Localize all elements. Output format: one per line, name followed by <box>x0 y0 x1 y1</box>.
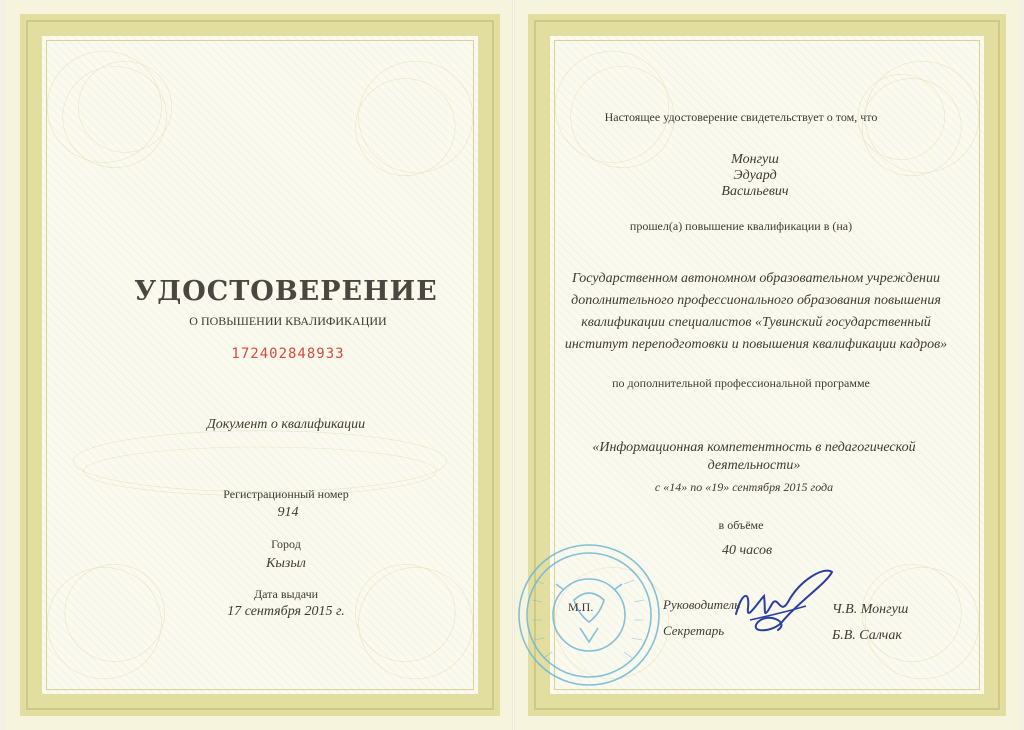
intro-text: Настоящее удостоверение свидетельствует о том, что <box>604 110 878 124</box>
organization <box>556 268 956 356</box>
program-dates: с «14» по «19» сентября 2015 года <box>654 480 834 494</box>
holder-surname: Монгуш <box>731 152 779 167</box>
program-title-line-1: «Информационная компетентность в педагогической <box>592 440 916 455</box>
secretary-label: Секретарь <box>663 623 725 638</box>
org-line-2: дополнительного профессионального образования повышения <box>571 293 941 308</box>
serial-number: 172402848933 <box>231 346 345 362</box>
official-seal <box>514 540 664 690</box>
passed-text: прошел(а) повышение квалификации в (на) <box>629 219 853 233</box>
certificate-title: УДОСТОВЕРЕНИЕ <box>134 276 438 307</box>
org-line-3: квалификации специалистов «Тувинский государственный <box>581 315 931 330</box>
holder-name: Эдуард <box>733 168 777 183</box>
program-title-line-2: деятельности» <box>707 458 801 473</box>
head-label: Руководитель <box>663 597 741 612</box>
issue-date-label: Дата выдачи <box>253 587 319 601</box>
document-type: Документ о квалификации <box>206 417 366 432</box>
secretary-name: Б.В. Салчак <box>832 628 902 643</box>
volume-value: 40 часов <box>721 543 773 558</box>
issue-date-value: 17 сентября 2015 г. <box>227 604 345 619</box>
city-value: Кызыл <box>266 556 306 571</box>
left-page <box>6 0 514 730</box>
head-name: Ч.В. Монгуш <box>832 602 909 617</box>
city-label: Город <box>271 537 301 551</box>
org-line-4: институт переподготовки и повышения квалификации кадров» <box>564 337 948 352</box>
certificate-subtitle: О ПОВЫШЕНИИ КВАЛИФИКАЦИИ <box>189 314 387 328</box>
program-label: по дополнительной профессиональной программе <box>612 376 870 390</box>
volume-label: в объёме <box>718 518 764 532</box>
stamp-place-label: М.П. <box>568 600 594 614</box>
org-line-1: Государственном автономном образовательном учреждении <box>571 271 940 286</box>
registration-number: 914 <box>277 505 299 520</box>
registration-label: Регистрационный номер <box>223 487 349 501</box>
signature <box>728 562 838 642</box>
holder-patronymic: Васильевич <box>721 184 789 199</box>
